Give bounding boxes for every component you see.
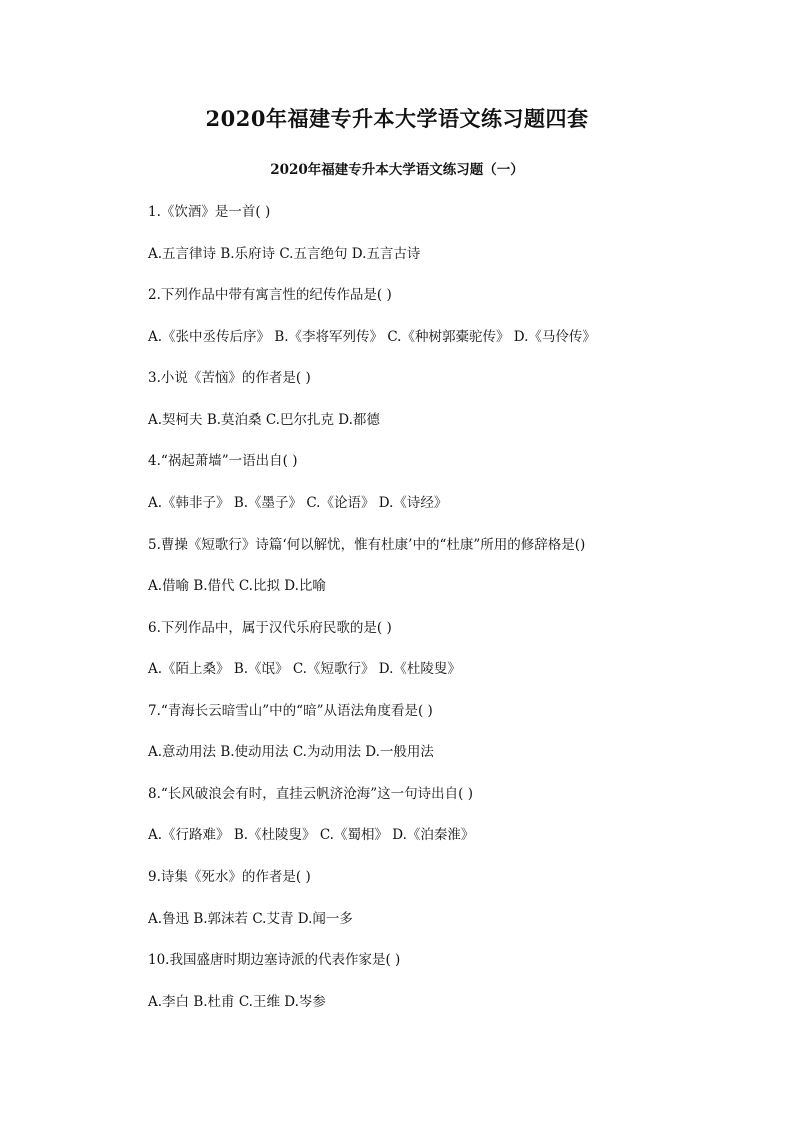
section-title: 2020年福建专升本大学语文练习题（一）	[270, 162, 524, 178]
question-stem: 2.下列作品中带有寓言性的纪传作品是( )	[148, 287, 392, 303]
question-options: A.李白 B.杜甫 C.王维 D.岑参	[148, 994, 326, 1010]
question-stem: 3.小说《苦恼》的作者是( )	[148, 370, 311, 386]
question-options: A.《韩非子》 B.《墨子》 C.《论语》 D.《诗经》	[148, 495, 448, 511]
question-stem: 1.《饮酒》是一首( )	[148, 204, 271, 220]
question-options: A.鲁迅 B.郭沫若 C.艾青 D.闻一多	[148, 911, 353, 927]
question-options: A.《张中丞传后序》 B.《李将军列传》 C.《种树郭橐驼传》 D.《马伶传》	[148, 329, 596, 345]
question-stem: 10.我国盛唐时期边塞诗派的代表作家是( )	[148, 952, 401, 968]
question-options: A.借喻 B.借代 C.比拟 D.比喻	[148, 578, 326, 594]
question-options: A.意动用法 B.使动用法 C.为动用法 D.一般用法	[148, 744, 434, 760]
question-options: A.五言律诗 B.乐府诗 C.五言绝句 D.五言古诗	[148, 246, 421, 262]
question-options: A.契柯夫 B.莫泊桑 C.巴尔扎克 D.都德	[148, 412, 380, 428]
question-stem: 8.“长风破浪会有时，直挂云帆济沧海”这一句诗出自( )	[148, 786, 474, 802]
question-stem: 5.曹操《短歌行》诗篇‘何以解忧，惟有杜康’中的“杜康”所用的修辞格是()	[148, 537, 586, 553]
question-stem: 6.下列作品中，属于汉代乐府民歌的是( )	[148, 620, 392, 636]
question-stem: 7.“青海长云暗雪山”中的“暗”从语法角度看是( )	[148, 703, 433, 719]
question-options: A.《陌上桑》 B.《氓》 C.《短歌行》 D.《杜陵叟》	[148, 661, 461, 677]
question-stem: 4.“祸起萧墙”一语出自( )	[148, 453, 298, 469]
question-options: A.《行路难》 B.《杜陵叟》 C.《蜀相》 D.《泊秦淮》	[148, 827, 475, 843]
question-stem: 9.诗集《死水》的作者是( )	[148, 869, 311, 885]
document-title: 2020年福建专升本大学语文练习题四套	[205, 106, 589, 131]
